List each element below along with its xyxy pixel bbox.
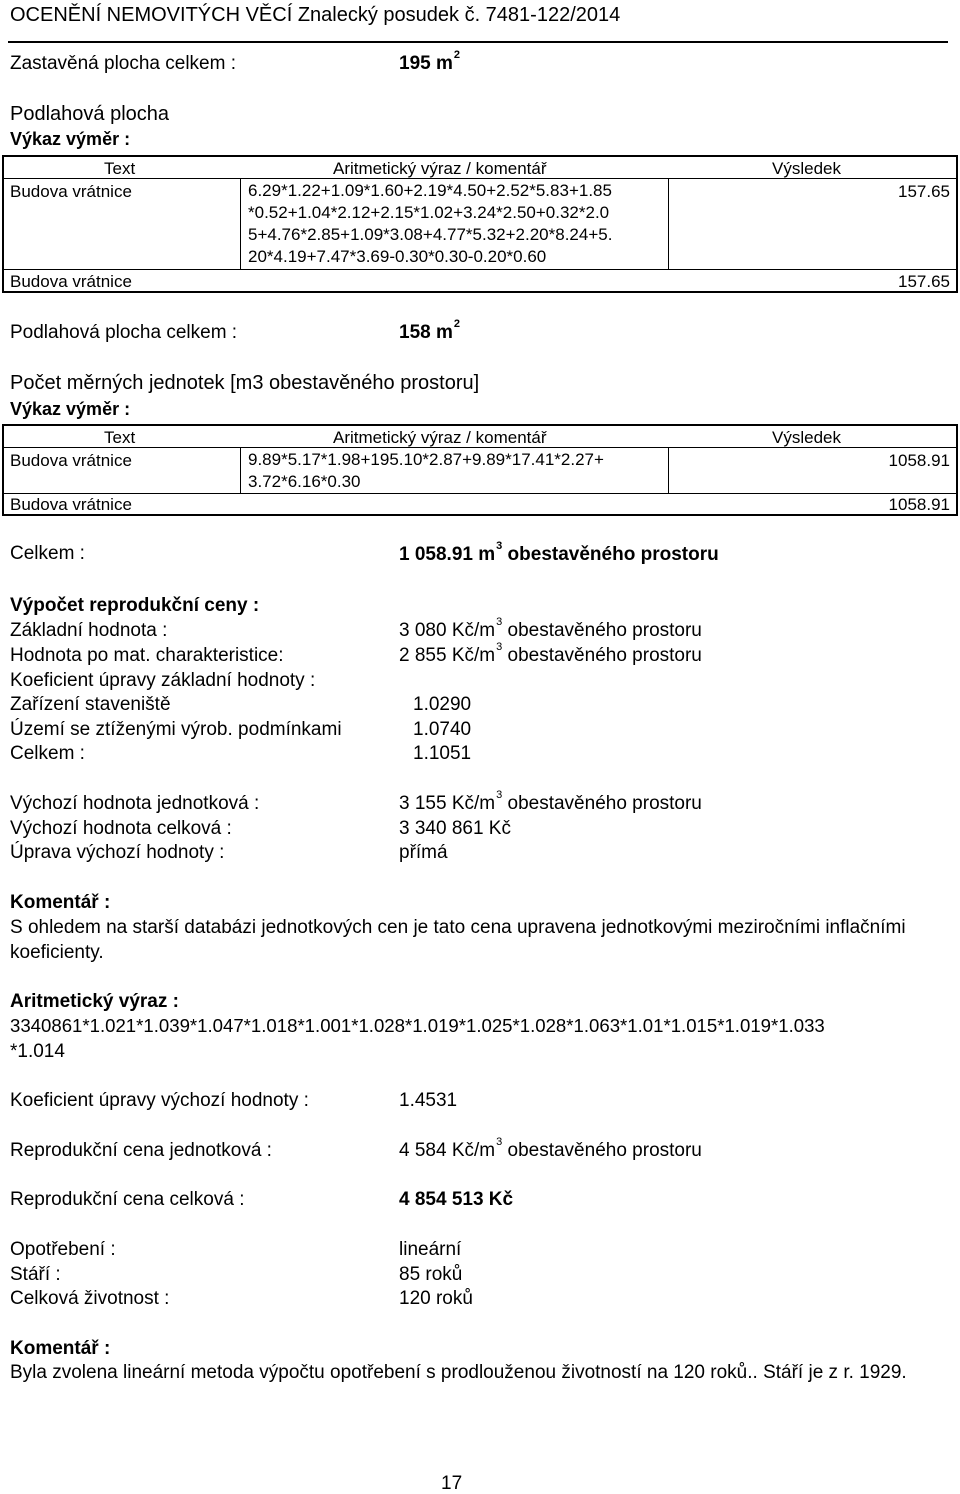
zarizeni-label: Zařízení staveniště: [10, 694, 171, 715]
hodnota-label: Hodnota po mat. charakteristice:: [10, 645, 284, 666]
table-total-label: Budova vrátnice: [10, 272, 132, 291]
table-row-result: 1058.91: [888, 451, 950, 470]
col-header-result: Výsledek: [772, 159, 841, 178]
table-total-result: 1058.91: [888, 495, 950, 514]
col-header-text: Text: [104, 428, 136, 447]
table-row-label: Budova vrátnice: [10, 182, 132, 201]
uprava-value: přímá: [399, 842, 448, 863]
koef-vychozi-label: Koeficient úpravy výchozí hodnoty :: [10, 1090, 309, 1111]
pocet-celkem-label: Celkem :: [10, 543, 85, 564]
vypocet-celkem-value: 1.1051: [413, 743, 472, 764]
aritmeticky-line1: 3340861*1.021*1.039*1.047*1.018*1.001*1.028*1.019*1.025*1.028*1.063*1.01*1.015*1.019*1.033: [10, 1015, 825, 1036]
vychozi-j-value: 3 155 $Kč/m^3$ obestavěného prostoru: [399, 789, 702, 814]
podlahova-title: Podlahová plocha: [10, 103, 170, 125]
stari-value: 85 roků: [399, 1264, 463, 1285]
zastavena-value: 195 $m^2$: [399, 49, 460, 74]
komentar1-title: Komentář :: [10, 892, 111, 913]
zarizeni-value: 1.0290: [413, 694, 472, 715]
zastavena-label: Zastavěná plocha celkem :: [10, 53, 237, 74]
table-row-result: 157.65: [898, 182, 950, 201]
vychozi-c-label: Výchozí hodnota celková :: [10, 818, 232, 839]
aritmeticky-line2: *1.014: [10, 1041, 65, 1062]
table-total-rule: [2, 269, 958, 270]
table-row-expr: 6.29*1.22+1.09*1.60+2.19*4.50+2.52*5.83+1.85 *0.52+1.04*2.12+2.15*1.02+3.24*2.50+0.32*2.0 5+4.76*2.85+1.09*3.08+4.77*5.32+2.20*8.24+5. 20*4.19+7.47*3.69-0.30*0.30-0.20*0.60: [248, 181, 613, 266]
pocet-celkem-value: 1 058.91 $m^3$ obestavěného prostoru: [399, 540, 719, 565]
komentar2-text: Byla zvolena lineární metoda výpočtu opotřebení s prodlouženou životností na 120 roků.. Stáří je z r. 1929.: [10, 1362, 907, 1383]
repro-j-value: 4 584 $Kč/m^3$ obestavěného prostoru: [399, 1136, 702, 1161]
header-rule: [8, 41, 948, 43]
table-total-rule: [2, 493, 958, 494]
uzemi-value: 1.0740: [413, 719, 472, 740]
zakladni-label: Základní hodnota :: [10, 620, 168, 641]
col-header-expr: Aritmetický výraz / komentář: [333, 159, 547, 178]
zakladni-value: 3 080 $Kč/m^3$ obestavěného prostoru: [399, 616, 702, 641]
vypocet-title: Výpočet reprodukční ceny :: [10, 595, 260, 616]
vychozi-j-label: Výchozí hodnota jednotková :: [10, 793, 260, 814]
komentar2-title: Komentář :: [10, 1338, 111, 1359]
repro-c-value: 4 854 513 Kč: [399, 1189, 514, 1210]
table-row-label: Budova vrátnice: [10, 451, 132, 470]
vychozi-c-value: 3 340 861 Kč: [399, 818, 511, 839]
col-header-expr: Aritmetický výraz / komentář: [333, 428, 547, 447]
podlahova-vykaz: Výkaz výměr :: [10, 129, 131, 149]
hodnota-value: 2 855 $Kč/m^3$ obestavěného prostoru: [399, 641, 702, 666]
zivotnost-label: Celková životnost :: [10, 1288, 170, 1309]
komentar1-text: S ohledem na starší databázi jednotkových cen je tato cena upravena jednotkovými meziročními inflačními koeficienty.: [10, 917, 906, 963]
table-total-label: Budova vrátnice: [10, 495, 132, 514]
pocet-title: Počet měrných jednotek [m3 obestavěného prostoru]: [10, 372, 480, 394]
uzemi-label: Území se ztíženými výrob. podmínkami: [10, 719, 342, 740]
table-row-expr: 9.89*5.17*1.98+195.10*2.87+9.89*17.41*2.27+ 3.72*6.16*0.30: [248, 450, 604, 491]
zivotnost-value: 120 roků: [399, 1288, 473, 1309]
repro-j-label: Reprodukční cena jednotková :: [10, 1140, 272, 1161]
table-col-divider: [240, 447, 241, 493]
aritmeticky-title: Aritmetický výraz :: [10, 991, 179, 1012]
opotrebeni-label: Opotřebení :: [10, 1239, 116, 1260]
document-header: OCENĚNÍ NEMOVITÝCH VĚCÍ Znalecký posudek č. 7481-122/2014: [10, 4, 621, 26]
koef-vychozi-value: 1.4531: [399, 1090, 458, 1111]
table-col-divider: [240, 178, 241, 269]
opotrebeni-value: lineární: [399, 1239, 462, 1260]
table-total-result: 157.65: [898, 272, 950, 291]
koef-title: Koeficient úpravy základní hodnoty :: [10, 670, 316, 691]
table-col-divider: [668, 178, 669, 269]
stari-label: Stáří :: [10, 1264, 61, 1285]
uprava-label: Úprava výchozí hodnoty :: [10, 842, 225, 863]
table-col-divider: [668, 447, 669, 493]
podlahova-celkem-label: Podlahová plocha celkem :: [10, 322, 238, 343]
podlahova-celkem-value: 158 $m^2$: [399, 318, 460, 343]
vypocet-celkem-label: Celkem :: [10, 743, 85, 764]
repro-c-label: Reprodukční cena celková :: [10, 1189, 245, 1210]
col-header-result: Výsledek: [772, 428, 841, 447]
pocet-vykaz: Výkaz výměr :: [10, 399, 131, 419]
col-header-text: Text: [104, 159, 136, 178]
page-number: 17: [441, 1473, 463, 1494]
